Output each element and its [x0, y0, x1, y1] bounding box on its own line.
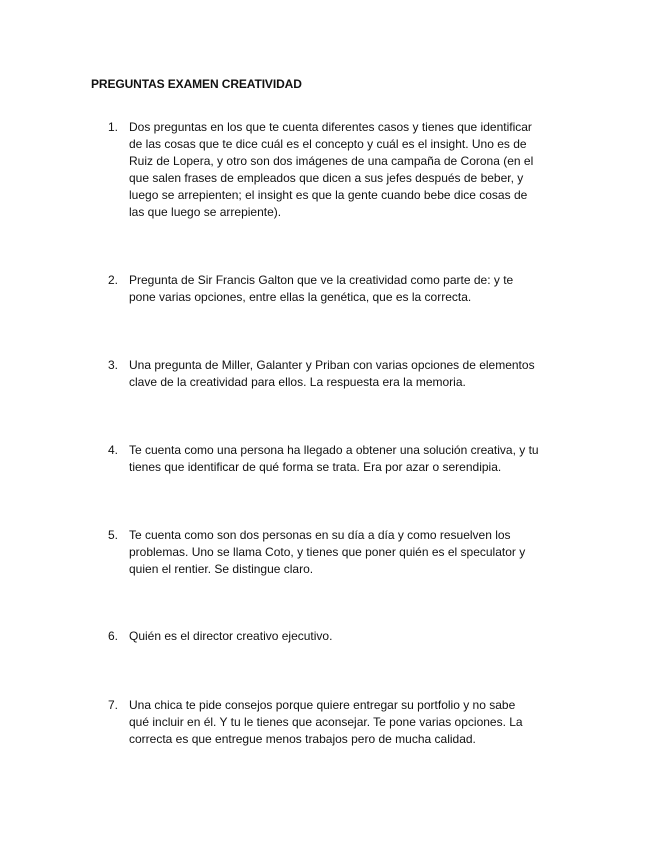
question-number: 1.	[108, 120, 119, 134]
question-number: 5.	[108, 528, 119, 542]
question-number: 7.	[108, 698, 119, 712]
question-text: Pregunta de Sir Francis Galton que ve la creatividad como parte de: y te pone varias opciones, entre ellas la genética, que es la correcta.	[129, 273, 514, 304]
question-text: Te cuenta como una persona ha llegado a obtener una solución creativa, y tu tienes que identificar de qué forma se trata. Era por azar o serendipia.	[129, 443, 539, 474]
question-number: 3.	[108, 358, 119, 372]
question-text: Te cuenta como son dos personas en su día a día y como resuelven los problemas. Uno se llama Coto, y tienes que poner quién es el speculator y quien el rentier. Se distingue claro.	[129, 528, 526, 576]
question-text: Una chica te pide consejos porque quiere entregar su portfolio y no sabe qué incluir en él. Y tu le tienes que aconsejar. Te pone varias opciones. La correcta es que entregue menos trabajos pero de mucha calidad.	[129, 698, 523, 746]
document-title: PREGUNTAS EXAMEN CREATIVIDAD	[91, 77, 302, 91]
question-text: Una pregunta de Miller, Galanter y Priban con varias opciones de elementos clave de la creatividad para ellos. La respuesta era la memoria.	[129, 358, 535, 389]
question-number: 2.	[108, 273, 119, 287]
question-text: Dos preguntas en los que te cuenta diferentes casos y tienes que identificar de las cosas que te dice cuál es el concepto y cuál es el insight. Uno es de Ruiz de Lopera, y otro son dos imágenes de una campaña de Corona (en el que salen frases de empleados que dicen a sus jefes después de beber, y luego se arrepienten; el insight es que la gente cuando bebe dice cosas de las que luego se arrepiente).	[129, 120, 534, 219]
question-number: 6.	[108, 629, 119, 643]
question-text: Quién es el director creativo ejecutivo.	[129, 629, 333, 643]
question-number: 4.	[108, 443, 119, 457]
